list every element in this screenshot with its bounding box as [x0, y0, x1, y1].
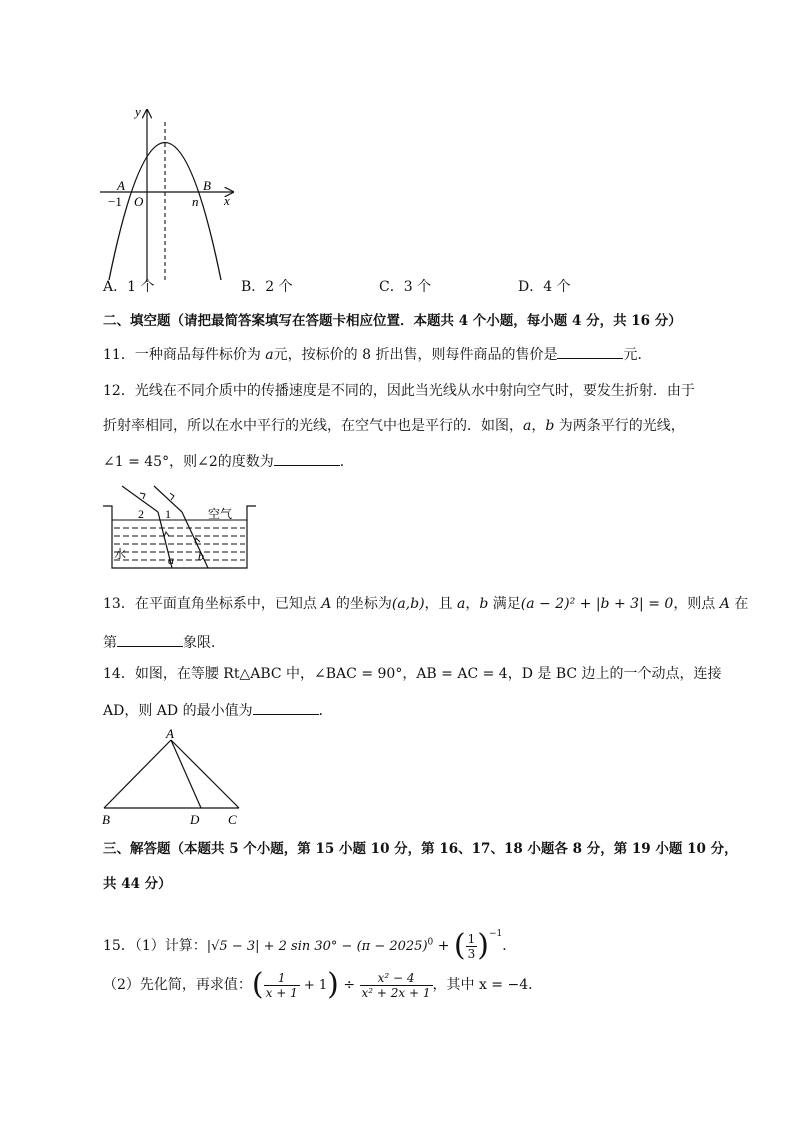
q10-option-b[interactable]: B．2 个 [241, 279, 293, 295]
q12-line2: 折射率相同，所以在水中平行的光线，在空气中也是平行的．如图，a，b 为两条平行的光线， [103, 418, 685, 434]
q10-option-d[interactable]: D．4 个 [518, 279, 571, 295]
q15-part1: 15．（1）计算：|√5 − 3| + 2 $\sin 30^\circ - (\pi - 2025)^0$ + ( $\frac{1}{3}$ )$^{-1}$． [103, 928, 517, 963]
label-x: x [224, 193, 230, 208]
label-A: A [117, 178, 125, 193]
section3-heading-line2: 共 44 分） [103, 876, 172, 892]
point-D: D [190, 812, 200, 827]
vertex-C: C [228, 812, 237, 827]
q12-answer-blank[interactable] [274, 451, 340, 466]
refraction-figure [100, 484, 260, 576]
parabola-figure [95, 100, 245, 285]
angle1-label: 1 [165, 507, 171, 521]
ray-a-label: a [168, 553, 174, 567]
triangle-figure [96, 725, 256, 830]
q13-line2: 第 象限． [103, 632, 225, 653]
vertex-B: B [102, 812, 110, 827]
q14-answer-blank[interactable] [253, 700, 319, 715]
q11-answer-blank[interactable] [557, 344, 623, 359]
q14-line2: AD，则 AD 的最小值为 ． [103, 700, 333, 721]
label-y: y [135, 104, 141, 119]
q13-line1: 13．在平面直角坐标系中，已知点 A 的坐标为(a,b)，且 a，b 满足(a − 2)² + |b + 3| = 0，则点 A 在 [103, 596, 749, 612]
q13-answer-blank[interactable] [117, 632, 183, 647]
q10-option-c[interactable]: C．3 个 [379, 279, 432, 295]
parabola-curve [109, 143, 221, 281]
q10-option-a[interactable]: A．1 个 [103, 279, 155, 295]
label-minus-one: −1 [108, 194, 122, 209]
section2-heading: 二、填空题（请把最简答案填写在答题卡相应位置．本题共 4 个小题，每小题 4 分，共 16 分） [103, 313, 682, 329]
air-label: 空气 [208, 507, 233, 521]
q15-part2: （2）先化简，再求值：( $\frac{1}{x + 1}$ + 1) ÷ $\frac{\text{x² − 4}}{\text{x² + 2x + 1}}$ ，其中 x = −4． [103, 967, 543, 1002]
vertex-A: A [166, 726, 174, 741]
label-B: B [203, 178, 211, 193]
ray-b-label: b [198, 549, 204, 563]
label-origin: O [134, 194, 144, 209]
section3-heading-line1: 三、解答题（本题共 5 个小题，第 15 小题 10 分，第 16、17、18 小题各 8 分，第 19 小题 10 分， [103, 841, 738, 857]
segment-AD [171, 740, 201, 808]
q12-line3: ∠1 = 45°，则∠2的度数为 ． [103, 451, 354, 472]
label-n: n [192, 194, 199, 209]
angle2-label: 2 [138, 507, 144, 521]
q12-line1: 12．光线在不同介质中的传播速度是不同的，因此当光线从水中射向空气时，要发生折射．由于 [103, 383, 695, 399]
q11: 11．一种商品每件标价为 a元，按标价的 8 折出售，则每件商品的售价是 元． [103, 344, 651, 365]
q14-line1: 14．如图，在等腰 Rt△ABC 中，∠BAC = 90°，AB = AC = 4，D 是 BC 边上的一个动点，连接 [103, 666, 722, 682]
water-label: 水 [114, 547, 127, 561]
